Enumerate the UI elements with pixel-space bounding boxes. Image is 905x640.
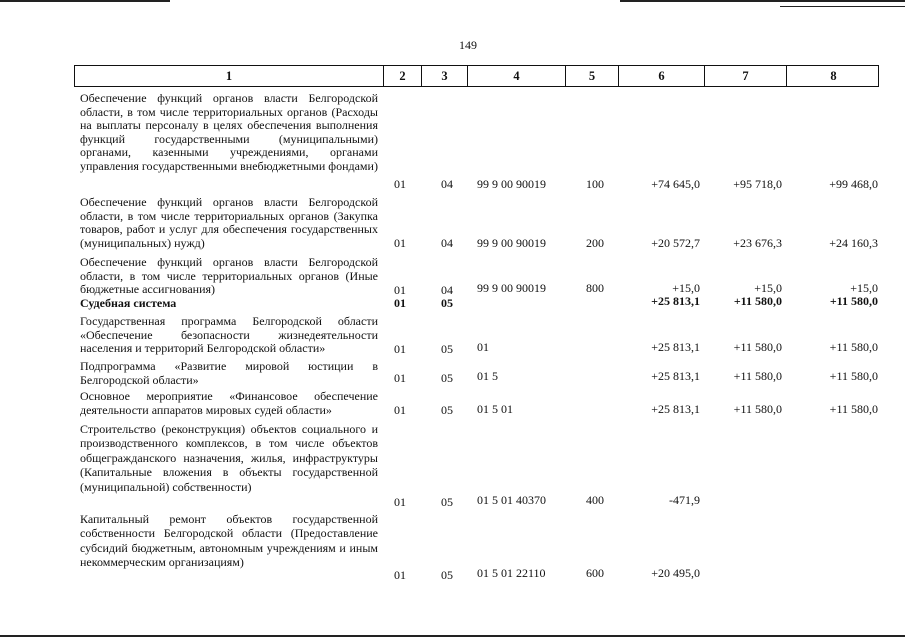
table-row: [80, 360, 880, 390]
top-rule-left: [0, 0, 170, 2]
header-col-8: 8: [830, 69, 837, 83]
cell-amount-3: +11 580,0: [829, 294, 878, 308]
cell-section: 01: [394, 283, 406, 297]
page-number: 149: [459, 38, 477, 52]
table-row: [80, 92, 880, 196]
row-description: Основное мероприятие «Финансовое обеспечение деятельности аппаратов мировых судей области»: [80, 389, 378, 417]
table-row-section-total: [80, 294, 880, 313]
row-description: Обеспечение функций органов власти Белгородской области, в том числе территориальных органов (Закупка товаров, работ и услуг для обеспечения государственных (муниципальных) нужд): [80, 195, 378, 250]
cell-section: 01: [394, 342, 406, 356]
cell-subsection: 05: [441, 403, 453, 417]
cell-amount-1: +25 813,1: [651, 402, 700, 416]
cell-amount-3: +11 580,0: [829, 369, 878, 383]
cell-expense-type: 200: [586, 236, 604, 250]
header-col-7: 7: [705, 66, 787, 86]
bottom-rule: [0, 635, 905, 637]
header-col-5: 5: [566, 66, 619, 86]
cell-subsection: 04: [441, 236, 453, 250]
cell-subsection: 05: [441, 296, 453, 310]
cell-subsection: 05: [441, 371, 453, 385]
cell-subsection: 05: [441, 495, 453, 509]
cell-amount-1: +15,0: [672, 281, 700, 295]
header-col-3: 3: [422, 66, 468, 86]
cell-amount-2: +23 676,3: [733, 236, 782, 250]
header-col-6: 6: [619, 66, 705, 86]
cell-amount-1: +25 813,1: [651, 294, 700, 308]
table-header: [74, 65, 879, 87]
cell-expense-type: 100: [586, 177, 604, 191]
cell-amount-2: +11 580,0: [733, 340, 782, 354]
row-description: Обеспечение функций органов власти Белгородской области, в том числе территориальных органов (Иные бюджетные ассигнования): [80, 255, 378, 297]
cell-target-article: 99 9 00 90019: [477, 281, 546, 295]
cell-amount-1: +20 572,7: [651, 236, 700, 250]
cell-amount-2: +95 718,0: [733, 177, 782, 191]
top-rule-right: [620, 0, 905, 2]
cell-section: 01: [394, 296, 406, 310]
cell-amount-1: +25 813,1: [651, 340, 700, 354]
cell-section: 01: [394, 568, 406, 582]
table-row: [80, 390, 880, 420]
cell-subsection: 04: [441, 283, 453, 297]
cell-expense-type: 400: [586, 493, 604, 507]
header-col-4: 4: [468, 66, 566, 86]
row-description: Обеспечение функций органов власти Белгородской области, в том числе территориальных органов (Расходы на выплаты персоналу в целях обеспечения выполнения функций государственными (муниципальными) органами, казенными учреждениями, органами управления государственными внебюджетными фондами): [80, 91, 378, 173]
cell-section: 01: [394, 236, 406, 250]
cell-target-article: 01 5: [477, 369, 498, 383]
cell-target-article: 01 5 01 22110: [477, 566, 546, 580]
table-row: [80, 422, 880, 512]
cell-target-article: 99 9 00 90019: [477, 177, 546, 191]
cell-expense-type: 800: [586, 281, 604, 295]
cell-target-article: 01: [477, 340, 489, 354]
cell-section: 01: [394, 177, 406, 191]
row-description: Государственная программа Белгородской области «Обеспечение безопасности жизнедеятельности населения и территорий Белгородской области»: [80, 314, 378, 356]
header-col-1: 1: [75, 66, 384, 86]
table-row: [80, 196, 880, 254]
header-col-2: 2: [384, 66, 422, 86]
cell-subsection: 05: [441, 568, 453, 582]
cell-section: 01: [394, 495, 406, 509]
cell-amount-2: +11 580,0: [733, 369, 782, 383]
cell-amount-2: +15,0: [754, 281, 782, 295]
row-description: Капитальный ремонт объектов государственной собственности Белгородской области (Предоставление субсидий бюджетным, автономным учреждениям и иным некоммерческим организациям): [80, 512, 378, 570]
top-rule-mid: [780, 6, 905, 7]
cell-subsection: 05: [441, 342, 453, 356]
table-row: [80, 315, 880, 359]
cell-amount-3: +15,0: [850, 281, 878, 295]
cell-expense-type: 600: [586, 566, 604, 580]
cell-amount-1: +25 813,1: [651, 369, 700, 383]
cell-target-article: 99 9 00 90019: [477, 236, 546, 250]
cell-amount-3: +99 468,0: [829, 177, 878, 191]
table-row: [80, 512, 880, 588]
row-description: Строительство (реконструкция) объектов социального и производственного комплексов, в том числе объектов общегражданского назначения, жилья, инфраструктуры (Капитальные вложения в объекты государственной (муниципальной) собственности): [80, 422, 378, 494]
cell-target-article: 01 5 01: [477, 402, 513, 416]
cell-amount-3: +11 580,0: [829, 402, 878, 416]
cell-amount-3: +24 160,3: [829, 236, 878, 250]
cell-amount-2: +11 580,0: [733, 402, 782, 416]
row-description: Подпрограмма «Развитие мировой юстиции в Белгородской области»: [80, 359, 378, 387]
cell-amount-3: +11 580,0: [829, 340, 878, 354]
cell-amount-1: +20 495,0: [651, 566, 700, 580]
cell-subsection: 04: [441, 177, 453, 191]
cell-target-article: 01 5 01 40370: [477, 493, 546, 507]
cell-amount-2: +11 580,0: [733, 294, 782, 308]
row-description: Судебная система: [80, 296, 177, 310]
cell-amount-1: -471,9: [669, 493, 700, 507]
cell-amount-1: +74 645,0: [651, 177, 700, 191]
cell-section: 01: [394, 371, 406, 385]
cell-section: 01: [394, 403, 406, 417]
